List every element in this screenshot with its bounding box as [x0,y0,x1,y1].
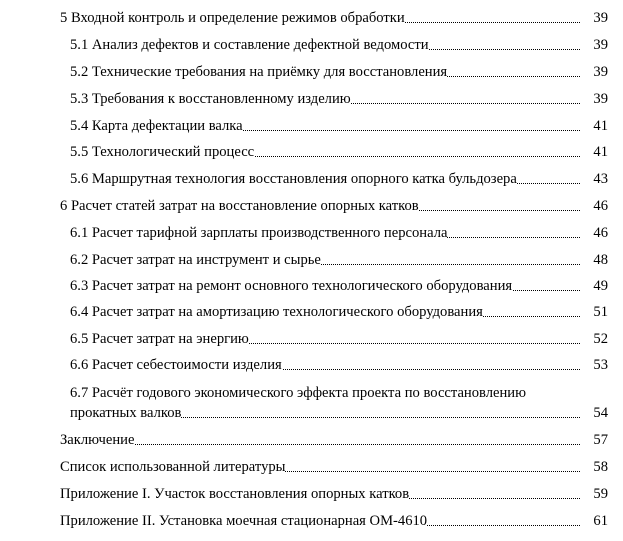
toc-entry-page: 54 [593,405,608,421]
toc-entry-page: 41 [593,118,608,134]
toc-entry [0,302,623,322]
toc-entry-page: 61 [593,513,608,529]
toc-entry-title: Приложение II. Установка моечная стационарная ОМ-4610 [60,513,428,529]
dot-leader [60,430,580,450]
toc-entry [0,169,623,189]
toc-entry-page: 48 [593,252,608,268]
toc-entry-title-line1: 6.7 Расчёт годового экономического эффекта проекта по восстановлению [70,385,527,401]
toc-entry-page: 58 [593,459,608,475]
toc-entry-page: 43 [593,171,608,187]
toc-entry [0,223,623,243]
toc-entry-page: 51 [593,304,608,320]
toc-entry [0,329,623,349]
toc-entry [0,403,623,423]
toc-entry-page: 39 [593,10,608,26]
toc-entry-title: 6.6 Расчет себестоимости изделия [70,357,282,373]
toc-entry-title: 6.3 Расчет затрат на ремонт основного технологического оборудования [70,278,513,294]
toc-entry-title: 6.4 Расчет затрат на амортизацию технологического оборудования [70,304,483,320]
toc-entry-title: Заключение [60,432,135,448]
toc-entry [0,142,623,162]
toc-entry-title: 5.4 Карта дефектации валка [70,118,243,134]
toc-entry-title: 6.1 Расчет тарифной зарплаты производственного персонала [70,225,448,241]
toc-entry-title: 5.3 Требования к восстановленному изделию [70,91,351,107]
toc-entry [0,116,623,136]
toc-entry-title: 6 Расчет статей затрат на восстановление опорных катков [60,198,419,214]
toc-entry [0,8,623,28]
toc-entry-page: 53 [593,357,608,373]
toc-entry [0,355,623,375]
toc-entry-page: 49 [593,278,608,294]
toc-entry [0,196,623,216]
toc-entry-page: 59 [593,486,608,502]
toc-entry [0,35,623,55]
toc-entry-page: 41 [593,144,608,160]
toc-entry-title: Список использованной литературы [60,459,286,475]
toc-entry [0,511,623,531]
toc-entry-title: 5.1 Анализ дефектов и составление дефектной ведомости [70,37,429,53]
toc-entry [0,89,623,109]
toc-entry-page: 52 [593,331,608,347]
toc-entry-title: 6.5 Расчет затрат на энергию [70,331,249,347]
toc-entry-title: 5.5 Технологический процесс [70,144,255,160]
toc-entry [0,250,623,270]
toc-entry-title: 6.2 Расчет затрат на инструмент и сырье [70,252,321,268]
toc-entry-title-line2: прокатных валков [70,405,182,421]
toc-entry [0,62,623,82]
toc-entry [0,457,623,477]
toc-entry-title: 5.6 Маршрутная технология восстановления опорного катка бульдозера [70,171,517,187]
toc-entry-title: 5 Входной контроль и определение режимов обработки [60,10,405,26]
toc-entry-page: 39 [593,37,608,53]
toc-entry [0,276,623,296]
toc-entry-page: 39 [593,64,608,80]
toc-entry-title: 5.2 Технические требования на приёмку для восстановления [70,64,448,80]
toc-entry [0,484,623,504]
toc-entry-page: 46 [593,198,608,214]
toc-entry-page: 46 [593,225,608,241]
toc-entry-page: 57 [593,432,608,448]
toc-entry-title: Приложение I. Участок восстановления опорных катков [60,486,410,502]
toc-entry-page: 39 [593,91,608,107]
toc-entry [0,430,623,450]
